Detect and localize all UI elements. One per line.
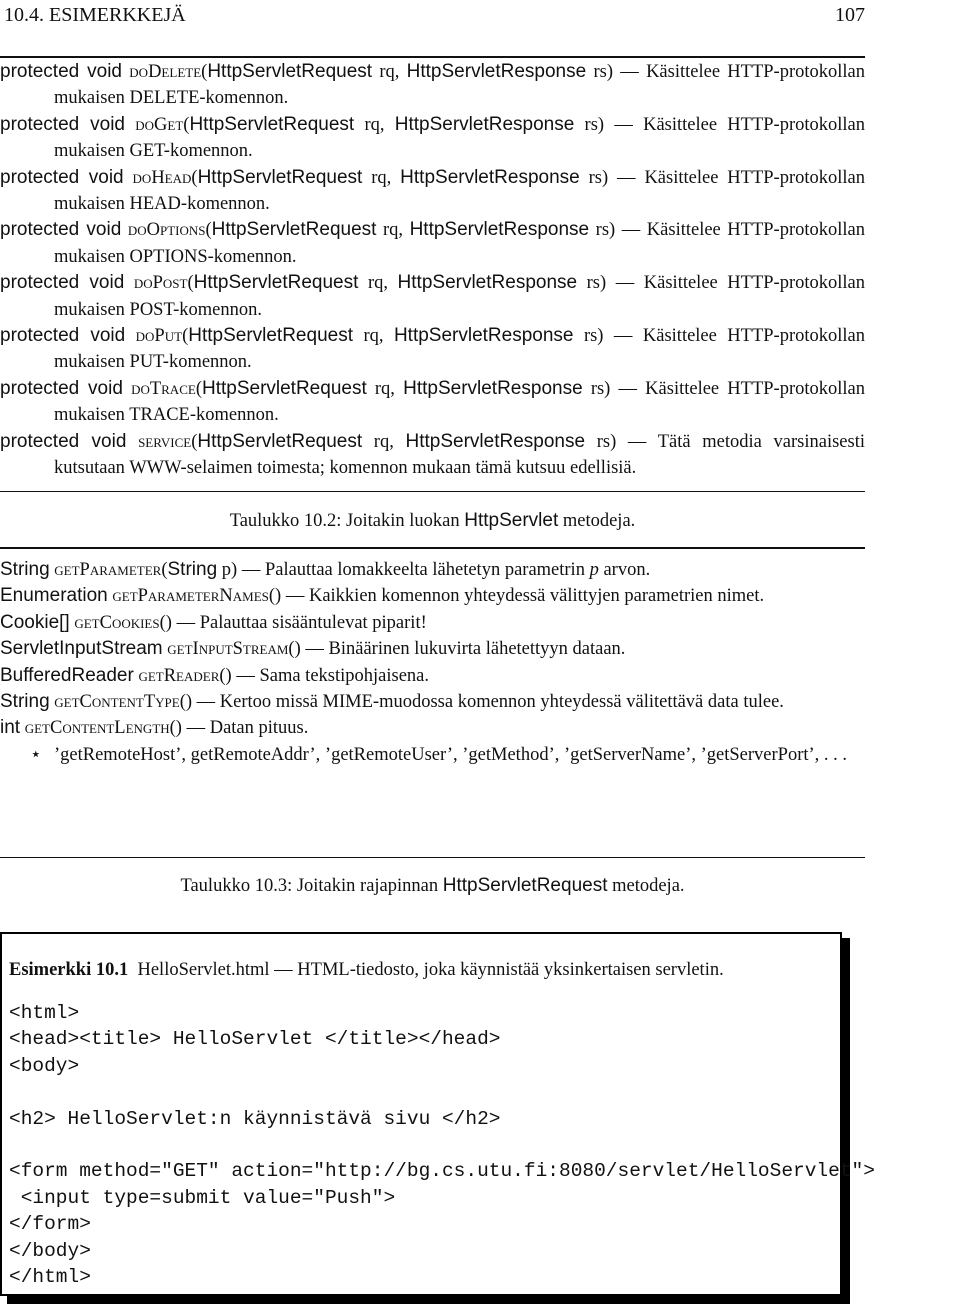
em-dash: — xyxy=(603,326,643,347)
em-dash: — xyxy=(604,114,644,135)
param-type: HttpServletRequest xyxy=(201,377,367,399)
other-methods: ’getRemoteHost’, getRemoteAddr’, ’getRemoteUser’, ’getMethod’, ’getServerName’, ’getServerPort’, . . . xyxy=(54,744,848,765)
param-name: rq, xyxy=(354,114,395,135)
method-name: doTrace xyxy=(131,378,196,399)
method-signature: getParameter( xyxy=(49,560,168,580)
method-modifiers: protected void xyxy=(0,166,124,188)
param-type: HttpServletResponse xyxy=(400,166,580,188)
param-type: HttpServletRequest xyxy=(188,325,353,347)
method-entry xyxy=(0,689,865,715)
method-name: service xyxy=(138,431,192,452)
method-name: doPut xyxy=(135,326,183,347)
paren: ( xyxy=(205,220,212,241)
param-name: rq, xyxy=(358,273,398,294)
param-type: HttpServletResponse xyxy=(405,430,586,452)
param-type: HttpServletRequest xyxy=(197,166,363,188)
method-entry xyxy=(0,557,865,583)
param-name: rs) xyxy=(577,273,607,294)
return-type: ServletInputStream xyxy=(0,638,163,660)
param-name: rq, xyxy=(352,326,394,347)
method-entry xyxy=(0,636,865,662)
return-type: Enumeration xyxy=(0,585,108,607)
paren: ( xyxy=(182,326,189,347)
table-bottom-rule xyxy=(0,491,865,492)
paren: ( xyxy=(191,431,198,452)
param-type: HttpServletResponse xyxy=(397,272,578,294)
table-top-rule xyxy=(0,547,865,549)
param-name: rs) xyxy=(579,167,609,188)
method-description: Kertoo missä MIME-muodossa komennon yhteydessä välitettävä data tulee. xyxy=(219,692,784,713)
method-entry xyxy=(0,376,865,429)
em-dash: — xyxy=(606,273,644,294)
param-type: HttpServletRequest xyxy=(193,272,359,294)
method-modifiers: protected void xyxy=(0,113,125,135)
param-type: HttpServletRequest xyxy=(189,113,355,135)
method-description: Palauttaa sisääntulevat piparit! xyxy=(199,612,427,633)
param-name: rq, xyxy=(376,220,410,241)
param-name: rq, xyxy=(362,167,401,188)
method-modifiers: protected void xyxy=(0,377,123,399)
caption-class-name: HttpServlet xyxy=(464,510,559,531)
table-10-2-caption: Taulukko 10.2: Joitakin luokan HttpServlet metodeja. xyxy=(229,510,636,531)
param-type: HttpServletResponse xyxy=(406,61,587,82)
param-type: String xyxy=(167,559,218,580)
method-description: Käsittelee HTTP-protokollan mukaisen TRACE-komennon. xyxy=(54,378,865,426)
method-signature: getContentType() xyxy=(49,692,193,713)
em-dash: — xyxy=(616,431,658,452)
em-dash: — xyxy=(610,378,646,399)
em-dash: — xyxy=(231,665,260,686)
param-name: rs) xyxy=(574,114,605,135)
method-signature: getReader() xyxy=(133,665,232,686)
method-modifiers: protected void xyxy=(0,325,126,347)
section-title: 10.4. ESIMERKKEJÄ xyxy=(4,4,186,26)
return-type: int xyxy=(0,717,21,739)
method-description: Sama tekstipohjaisena. xyxy=(259,665,429,686)
param-name: rs) xyxy=(589,220,616,241)
example-label: Esimerkki 10.1 xyxy=(9,960,129,980)
method-entry xyxy=(0,323,865,376)
method-description: Palauttaa lomakkeelta lähetetyn parametrin xyxy=(264,560,590,580)
param-type: HttpServletResponse xyxy=(393,325,574,347)
em-dash: — xyxy=(608,167,645,188)
param-type: HttpServletRequest xyxy=(197,430,363,452)
page-header xyxy=(4,2,865,28)
method-description: Kaikkien komennon yhteydessä välittyjen parametrien nimet. xyxy=(308,586,765,607)
method-modifiers: protected void xyxy=(0,272,125,294)
method-description: Käsittelee HTTP-protokollan mukaisen DELETE-komennon. xyxy=(54,62,866,109)
method-entry xyxy=(0,663,865,689)
em-dash: — xyxy=(237,560,265,580)
method-modifiers: protected void xyxy=(0,430,127,452)
param-name: rs) xyxy=(585,431,617,452)
page-number: 107 xyxy=(835,4,865,26)
caption-interface-name: HttpServletRequest xyxy=(442,875,608,896)
table-top-rule xyxy=(0,56,865,58)
em-dash: — xyxy=(192,692,220,713)
param-name: rs) xyxy=(586,62,613,82)
em-dash: — xyxy=(615,220,647,241)
star-icon: ⋆ xyxy=(30,744,42,765)
method-description: Datan pituus. xyxy=(209,718,309,739)
method-signature: getCookies() xyxy=(69,612,172,633)
method-entry xyxy=(0,270,865,323)
em-dash: — xyxy=(613,62,647,82)
param-name: rs) xyxy=(573,326,604,347)
table-10-2-entries xyxy=(0,59,865,482)
example-description: HelloServlet.html — HTML-tiedosto, joka käynnistää yksinkertaisen servletin. xyxy=(137,960,724,980)
star-entry xyxy=(0,742,865,768)
table-bottom-rule xyxy=(0,857,865,858)
method-modifiers: protected void xyxy=(0,219,122,241)
method-description: Käsittelee HTTP-protokollan mukaisen PUT-komennon. xyxy=(54,326,866,373)
em-dash: — xyxy=(181,718,210,739)
em-dash: — xyxy=(171,612,200,633)
method-entry xyxy=(0,112,865,165)
paren: ( xyxy=(201,62,208,82)
param-type: HttpServletResponse xyxy=(409,219,590,241)
example-title xyxy=(9,958,724,982)
paren: ( xyxy=(195,378,202,399)
method-description: Käsittelee HTTP-protokollan mukaisen HEAD-komennon. xyxy=(54,167,866,215)
table-10-3-caption: Taulukko 10.3: Joitakin rajapinnan HttpServletRequest metodeja. xyxy=(180,875,685,896)
method-name: doHead xyxy=(132,167,192,188)
param-name: rs) xyxy=(582,378,611,399)
return-type: BufferedReader xyxy=(0,664,134,686)
em-dash: — xyxy=(300,639,329,660)
method-signature: getParameterNames() xyxy=(107,586,282,607)
method-entry xyxy=(0,429,865,482)
param-name: rq, xyxy=(362,431,406,452)
method-name: doGet xyxy=(135,114,184,135)
example-box xyxy=(0,932,875,1296)
method-name: doPost xyxy=(133,273,188,294)
method-signature: getContentLength() xyxy=(20,718,182,739)
method-entry xyxy=(0,610,865,636)
param-name: p) xyxy=(217,560,238,580)
method-name: doOptions xyxy=(127,220,206,241)
method-description: Binäärinen lukuvirta lähetettyyn dataan. xyxy=(328,639,626,660)
method-description: Käsittelee HTTP-protokollan mukaisen OPTIONS-komennon. xyxy=(54,220,866,267)
param-type: HttpServletResponse xyxy=(403,377,583,399)
paren: ( xyxy=(183,114,190,135)
method-entry xyxy=(0,715,865,741)
example-code-listing: <html> <head><title> HelloServlet </title></head> <body> <h2> HelloServlet:n käynnistävä sivu </h2> <form method="GET" action="http://bg.cs.utu.fi:8080/servlet/HelloServlet"> <input type=submit value="Push"> </form> </body> </html> xyxy=(9,1002,875,1289)
method-description: Käsittelee HTTP-protokollan mukaisen GET-komennon. xyxy=(54,114,866,162)
method-modifiers: protected void xyxy=(0,61,123,82)
method-entry xyxy=(0,165,865,218)
param-type: HttpServletRequest xyxy=(207,61,373,82)
em-dash: — xyxy=(281,586,309,607)
param-type: HttpServletResponse xyxy=(394,113,575,135)
table-10-3-entries xyxy=(0,557,865,768)
param-type: HttpServletRequest xyxy=(211,219,377,241)
method-entry xyxy=(0,583,865,609)
method-description: Tätä metodia varsinaisesti kutsutaan WWW-selaimen toimesta; komennon mukaan tämä kutsuu edellisiä. xyxy=(54,431,865,479)
return-type: Cookie[] xyxy=(0,611,70,633)
method-entry xyxy=(0,59,865,112)
paren: ( xyxy=(191,167,198,188)
return-type: String xyxy=(0,691,50,713)
method-name: doDelete xyxy=(129,62,202,82)
return-type: String xyxy=(0,559,50,580)
method-entry xyxy=(0,217,865,270)
method-description: arvon. xyxy=(598,560,651,580)
math-variable: p xyxy=(589,560,599,580)
paren: ( xyxy=(187,273,194,294)
param-name: rq, xyxy=(372,62,407,82)
method-signature: getInputStream() xyxy=(162,639,301,660)
method-description: Käsittelee HTTP-protokollan mukaisen POST-komennon. xyxy=(54,273,865,320)
param-name: rq, xyxy=(366,378,404,399)
